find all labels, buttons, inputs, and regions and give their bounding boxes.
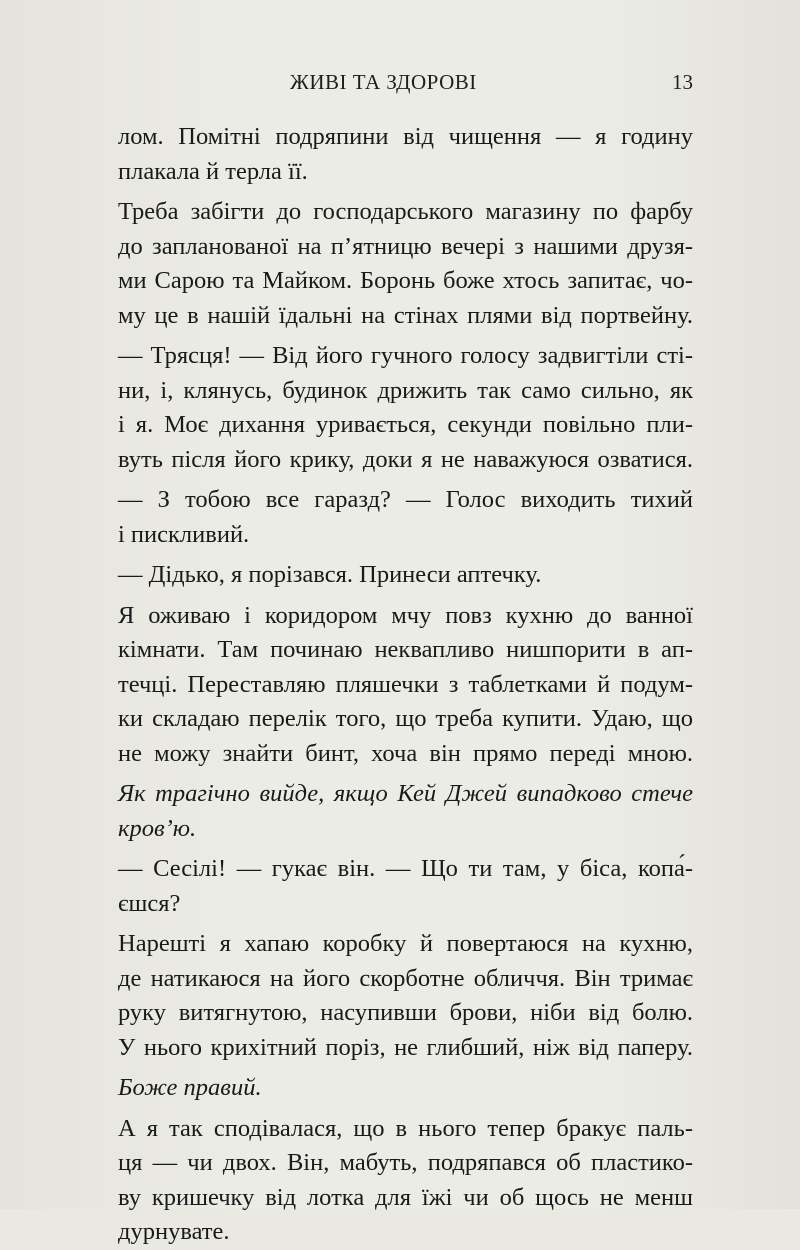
text-line: Я оживаю і коридором мчу повз кухню до ванної [118, 601, 693, 629]
text-line: кімнати. Там починаю неквапливо нишпорити в ап- [118, 636, 693, 663]
text-line: де натикаюся на його скорботне обличчя. Він тримає [118, 964, 693, 992]
text-line: — Сесілі! — гукає він. — Що ти там, у біса, копа́- [118, 855, 693, 882]
text-line: течці. Переставляю пляшечки з таблетками й подум- [118, 670, 693, 698]
text-line: Нарешті я хапаю коробку й повертаюся на кухню, [118, 930, 693, 957]
text-line: ми Сарою та Майком. Боронь боже хтось запитає, чо- [118, 267, 693, 294]
page-header [118, 70, 693, 100]
text-line: єшся? [118, 889, 181, 917]
text-line-italic: Як трагічно вийде, якщо Кей Джей випадково стече [118, 780, 693, 807]
text-line: плакала й терла її. [118, 157, 308, 185]
body-text [118, 120, 693, 1250]
page-number: 13 [672, 70, 693, 94]
text-line: — Дідько, я порізався. Принеси аптечку. [118, 561, 542, 588]
text-line: А я так сподівалася, що в нього тепер бракує паль- [118, 1114, 693, 1142]
text-line: Треба забігти до господарського магазину по фарбу [118, 198, 693, 225]
text-line-italic: Боже правий. [118, 1074, 262, 1101]
text-line: ни, і, клянусь, будинок дрижить так само сильно, як [118, 376, 693, 404]
text-line: ву кришечку від лотка для їжі чи об щось не менш [118, 1183, 693, 1211]
text-line: ця — чи двох. Він, мабуть, подряпався об пластико- [118, 1149, 693, 1176]
text-line: і я. Моє дихання уривається, секунди повільно пли- [118, 411, 693, 438]
text-line: і пискливий. [118, 520, 250, 548]
text-line: руку витягнутою, насупивши брови, ніби від болю. [118, 999, 693, 1026]
text-line-italic: кров’ю. [118, 814, 197, 842]
running-title: ЖИВІ ТА ЗДОРОВІ [290, 70, 477, 94]
text-line: У нього крихітний поріз, не глибший, ніж від паперу. [118, 1033, 693, 1061]
text-line: му це в нашій їдальні на стінах плями від портвейну. [118, 301, 693, 329]
text-line: — З тобою все гаразд? — Голос виходить тихий [118, 486, 693, 513]
text-line: до запланованої на п’ятницю вечері з нашими друзя- [118, 232, 693, 260]
text-line: — Трясця! — Від його гучного голосу задвигтіли сті- [118, 342, 693, 369]
text-line: ки складаю перелік того, що треба купити. Удаю, що [118, 705, 693, 732]
text-line: вуть після його крику, доки я не наважуюся озватися. [118, 445, 693, 473]
text-line: дурнувате. [118, 1218, 230, 1245]
text-line: лом. Помітні подряпини від чищення — я годину [118, 123, 693, 150]
text-line: не можу знайти бинт, хоча він прямо переді мною. [118, 739, 693, 767]
